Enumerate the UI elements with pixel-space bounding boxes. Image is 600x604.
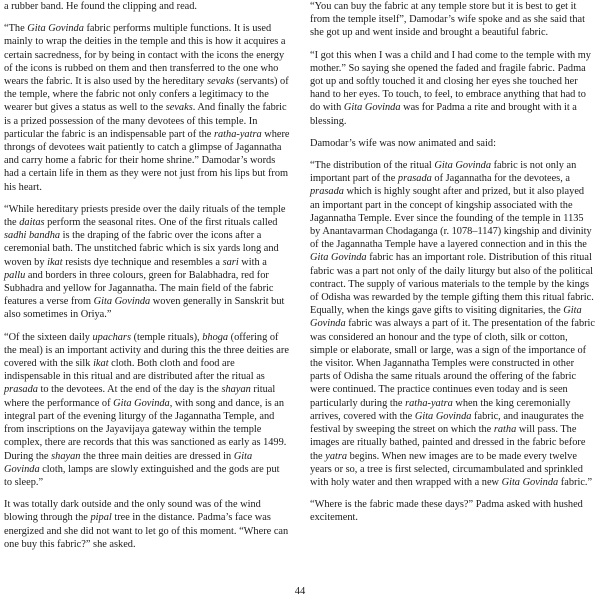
paragraph: Damodar’s wife was now animated and said: <box>310 137 496 149</box>
right-column <box>310 0 596 534</box>
paragraph: “The Gita Govinda fabric performs multiple functions. It is used mainly to wrap the deities in the temple and this is how it acquires a certain sacredness, for by being in contact with the icons the energy of the icons is rubbed on them and then transferred to the one who wears the fabric. It is also used by the hereditary sevaks (servants) of the temple, where the fabric not only confers a legitimacy to the wearer but gives a status as well to the sevaks. And finally the fabric is a prized possession of the many devotees of this temple. In particular the fabric is an indispensable part of the ratha-yatra where throngs of devotees wait patiently to catch a glimpse of Jagannatha and carry home a fabric for their home shrine.” Damodar’s words had a certain life in them as they were not just from his lips but from his heart. <box>4 23 290 193</box>
paragraph: “Where is the fabric made these days?” Padma asked with hushed excitement. <box>310 499 583 524</box>
paragraph: “You can buy the fabric at any temple store but it is best to get it from the temple itself”, Damodar’s wife spoke and as she said that she got up and went inside and brought a beautiful fabric. <box>310 1 585 39</box>
page-number: 44 <box>294 586 306 597</box>
paragraph: “While hereditary priests preside over the daily rituals of the temple the daitas perform the seasonal rites. One of the first rituals called sadhi bandha is the draping of the fabric over the icons after a ceremonial bath. The unstitched fabric which is six yards long and woven by ikat resists dye technique and resembles a sari with a pallu and borders in three colours, green for Balabhadra, red for Subhadra and yellow for Jagannatha. The main field of the fabric features a verse from Gita Govinda woven generally in Sanskrit but also sometimes in Oriya.” <box>4 203 286 321</box>
paragraph: “I got this when I was a child and I had come to the temple with my mother.” So saying she opened the faded and fragile fabric. Padma got up and softly touched it and closing her eyes she touched her hand to her eyes. To touch, to feel, to embrace anything that had to do with Gita Govinda was for Padma a rite and brought with it a blessing. <box>310 49 591 127</box>
paragraph: a rubber band. He found the clipping and read. <box>4 1 198 12</box>
paragraph: It was totally dark outside and the only sound was of the wind blowing through the pipal tree in the distance. Padma’s face was energized and she did not want to let go of this moment. “Where can one buy this fabric?” she asked. <box>4 499 289 550</box>
paragraph: “The distribution of the ritual Gita Govinda fabric is not only an important part of the prasada of Jagannatha for the devotees, a prasada which is highly sought after and prized, but it also played an important part in the concept of kingship associated with the Jagannatha Temple. Ever since the founding of the temple in 1135 by Anantavarman Chodaganga (r. 1078–1147) kingship and divinity of the Jagannatha Temple have a layered connection and in this the Gita Govinda fabric has an important role. Distribution of this ritual fabric was a part not only of the daily liturgy but also of the political contract. The supply of various materials to the temple by the kings of Odisha was rewarded by the temple gifting them this ritual fabric. Equally, when the kings gave gifts to visiting dignitaries, the Gita Govinda fabric was always a part of it. The presentation of the fabric was considered an honour and the type of cloth, silk or cotton, simple or elaborate, small or large, was a sign of the importance of the visitor. When Jagannatha Temples were constructed in other parts of Odisha the same rituals around the offering of the fabric were continued. The practice continues even today and is seen particularly during the ratha-yatra when the king ceremonially arrives, covered with the Gita Govinda fabric, and inaugurates the festival by sweeping the street on which the ratha will pass. The images are ritually bathed, painted and dressed in the fabric before the yatra begins. When new images are to be made every twelve years or so, a tree is first selected, circumambulated and sprinkled with holy water and then wrapped with a new Gita Govinda fabric.” <box>310 160 596 488</box>
left-column <box>4 0 290 560</box>
paragraph: “Of the sixteen daily upachars (temple rituals), bhoga (offering of the meal) is an important activity and during this the three deities are covered with the silk ikat cloth. Both cloth and food are indispensable in this ritual and are distributed after the ritual as prasada to the devotees. At the end of the day is the shayan ritual where the performance of Gita Govinda, with song and dance, is an integral part of the evening liturgy of the Jagannatha Temple, and from inscriptions on the Jayavijaya gateway within the temple complex, there are records that this was sanctioned as early as 1499. During the shayan the three main deities are dressed in Gita Govinda cloth, lamps are slowly extinguished and the gods are put to sleep.” <box>4 331 289 488</box>
